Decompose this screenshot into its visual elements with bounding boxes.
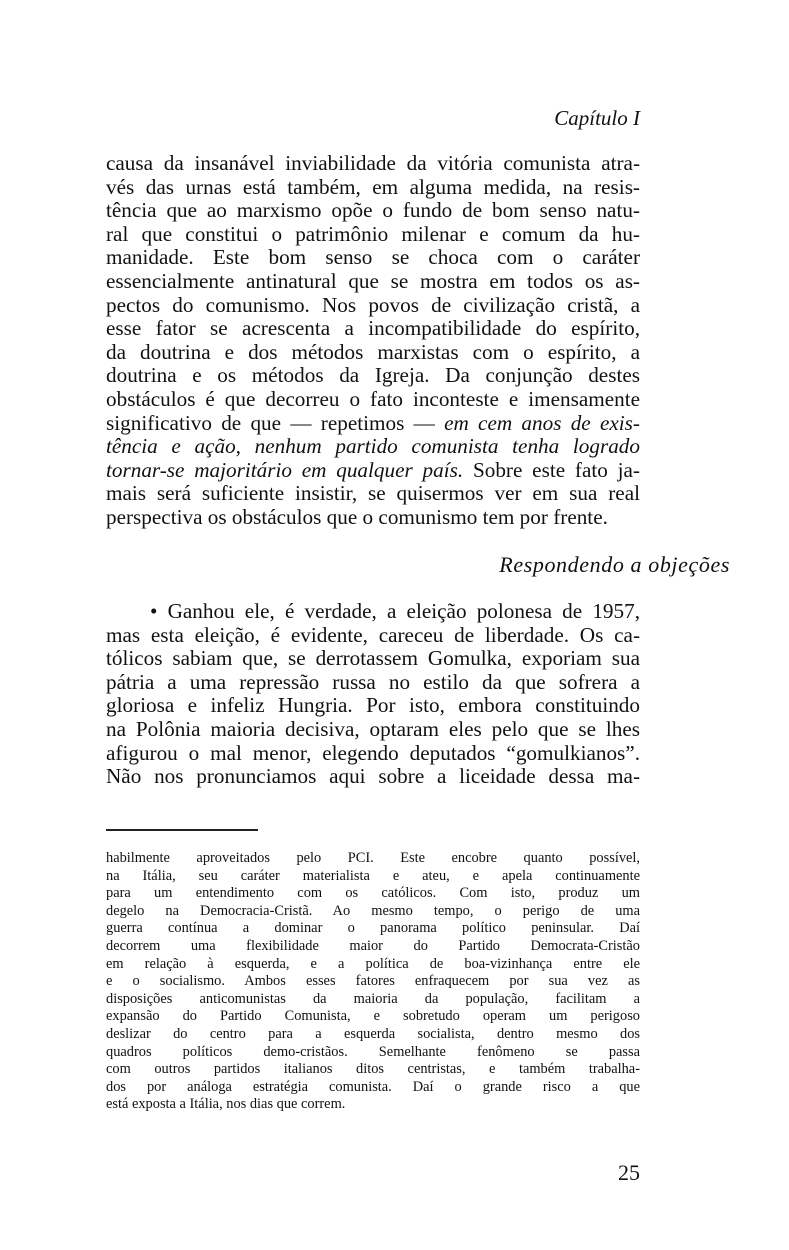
footnote-line: degelo na Democracia-Cristã. Ao mesmo tempo, o perigo de uma [106, 902, 640, 919]
text-line: obstáculos é que decorreu o fato inconteste e imensamente [106, 386, 640, 411]
text-line: manidade. Este bom senso se choca com o caráter [106, 245, 640, 270]
text-line: • Ganhou ele, é verdade, a eleição polonesa de 1957, [150, 599, 640, 623]
footnote-line: deslizar do centro para a esquerda socialista, dentro mesmo dos [106, 1025, 640, 1042]
footnote [106, 850, 640, 1114]
text-segment: significativo de que — repetimos — [106, 410, 445, 435]
text-line: Não nos pronunciamos aqui sobre a liceidade dessa ma- [106, 764, 640, 789]
italic-segment: tornar-se majoritário em qualquer país. [106, 457, 464, 482]
italic-segment: tência e ação, nenhum partido comunista tenha logrado [106, 434, 640, 459]
text-line [106, 412, 640, 436]
text-line: causa da insanável inviabilidade da vitória comunista atra- [106, 151, 640, 175]
text-line: pátria a uma repressão russa no estilo da que sofrera a [106, 669, 640, 694]
text-line: vés das urnas está também, em alguma medida, na resis- [106, 174, 640, 199]
footnote-line: dos por análoga estratégia comunista. Daí o grande risco a que [106, 1078, 640, 1095]
italic-segment: em cem anos de exis- [444, 410, 640, 435]
text-line: mais será suficiente insistir, se quisermos ver em sua real [106, 481, 640, 506]
text-line: tólicos sabiam que, se derrotassem Gomulka, exporiam sua [106, 646, 640, 671]
text-line: gloriosa e infeliz Hungria. Por isto, embora constituindo [106, 693, 640, 718]
text-line: pectos do comunismo. Nos povos de civilização cristã, a [106, 292, 640, 317]
text-line [106, 459, 640, 483]
text-line: esse fator se acrescenta a incompatibilidade do espírito, [106, 316, 640, 341]
footnote-line: e o socialismo. Ambos esses fatores enfraquecem por sua vez as [106, 973, 640, 990]
text-line: afigurou o mal menor, elegendo deputados “gomulkianos”. [106, 740, 640, 765]
text-line [106, 435, 640, 459]
footnote-line: habilmente aproveitados pelo PCI. Este encobre quanto possível, [106, 850, 640, 866]
text-line: mas esta eleição, é evidente, careceu de liberdade. Os ca- [106, 622, 640, 647]
text-segment: Sobre este fato ja- [463, 457, 640, 482]
chapter-header: Capítulo I [554, 106, 640, 130]
body-paragraph-2 [106, 600, 640, 789]
footnote-line: decorrem uma flexibilidade maior do Partido Democrata-Cristão [106, 937, 640, 954]
text-line: doutrina e os métodos da Igreja. Da conjunção destes [106, 363, 640, 388]
footnote-line: em relação à esquerda, e a política de boa-vizinhança entre ele [106, 955, 640, 972]
text-line: tência que ao marxismo opõe o fundo de bom senso natu- [106, 198, 640, 223]
footnote-line: expansão do Partido Comunista, e sobretudo operam um perigoso [106, 1008, 640, 1025]
section-title: Respondendo a objeções [499, 552, 730, 577]
footnote-line: com outros partidos italianos ditos centristas, e também trabalha- [106, 1061, 640, 1078]
text-line: na Polônia maioria decisiva, optaram eles pelo que se lhes [106, 716, 640, 741]
footnote-line: na Itália, seu caráter materialista e ateu, e apela continuamente [106, 867, 640, 884]
text-line: da doutrina e dos métodos marxistas com o espírito, a [106, 339, 640, 364]
page-number: 25 [618, 1160, 640, 1185]
footnote-divider [106, 829, 258, 831]
text-line: perspectiva os obstáculos que o comunismo tem por frente. [106, 504, 608, 529]
footnote-line: está exposta a Itália, nos dias que correm. [106, 1096, 346, 1113]
text-line: ral que constitui o patrimônio milenar e comum da hu- [106, 221, 640, 246]
text-line: essencialmente antinatural que se mostra em todos os as- [106, 268, 640, 293]
footnote-line: guerra contínua a dominar o panorama político peninsular. Daí [106, 920, 640, 937]
footnote-line: quadros políticos demo-cristãos. Semelhante fenômeno se passa [106, 1043, 640, 1060]
footnote-line: para um entendimento com os católicos. Com isto, produz um [106, 885, 640, 902]
footnote-line: disposições anticomunistas da maioria da população, facilitam a [106, 990, 640, 1007]
body-paragraph-1 [106, 152, 640, 530]
